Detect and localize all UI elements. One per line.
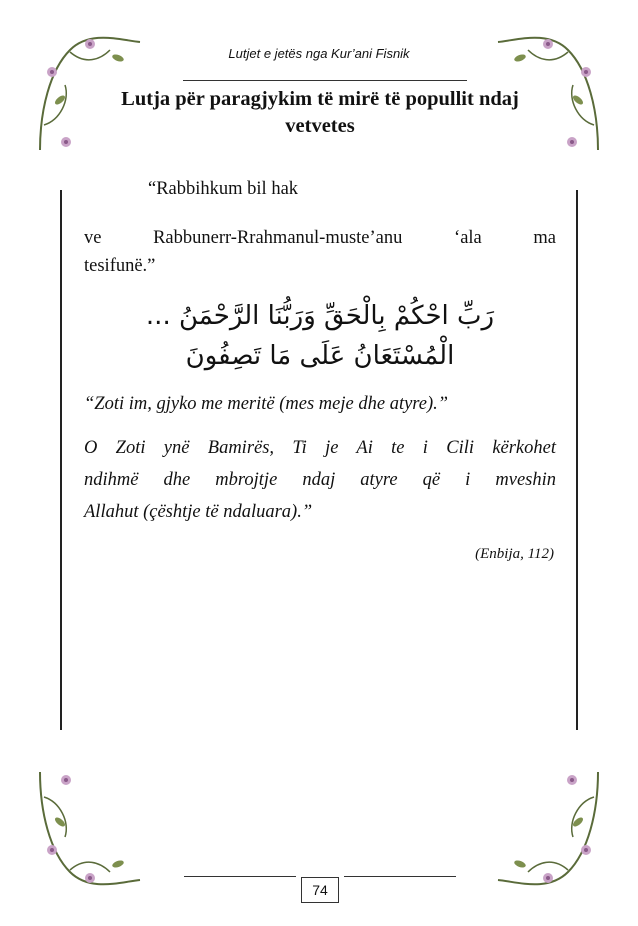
transliteration-line-3: tesifunë.” xyxy=(84,256,156,276)
header-rule xyxy=(183,80,467,81)
section-title-line-2: vetvetes xyxy=(285,115,355,137)
left-border-line xyxy=(60,190,62,730)
page-number: 74 xyxy=(301,877,339,903)
translation-line-3: ndihmë dhe mbrojtje ndaj atyre që i mveshin xyxy=(84,470,556,490)
verse-reference: (Enbija, 112) xyxy=(475,546,554,562)
translation-line-1: “Zoti im, gjyko me meritë (mes meje dhe atyre).” xyxy=(84,394,449,414)
section-title-line-1: Lutja për paragjykim të mirë të popullit ndaj xyxy=(121,88,519,110)
floral-ornament-bottom-left xyxy=(30,762,150,892)
floral-ornament-bottom-right xyxy=(488,762,608,892)
footer-rule-right xyxy=(344,876,456,877)
section-title xyxy=(82,86,558,140)
arabic-verse-line-1: رَبِّ احْكُمْ بِالْحَقِّ وَرَبُّنَا الرَّحْمَنُ ... xyxy=(145,301,495,331)
translation-line-4: Allahut (çështje të ndaluara).” xyxy=(84,502,313,522)
footer-rule-left xyxy=(184,876,296,877)
right-border-line xyxy=(576,190,578,730)
translation-line-2: O Zoti ynë Bamirës, Ti je Ai te i Cili kërkohet xyxy=(84,438,556,458)
transliteration-line-2: ve Rabbunerr-Rrahmanul-muste’anu ‘ala ma xyxy=(84,228,556,248)
arabic-verse-line-2: الْمُسْتَعَانُ عَلَى مَا تَصِفُونَ xyxy=(185,341,455,371)
running-header: Lutjet e jetës nga Kur’ani Fisnik xyxy=(228,46,410,61)
transliteration-line-1: “Rabbihkum bil hak xyxy=(148,179,299,199)
